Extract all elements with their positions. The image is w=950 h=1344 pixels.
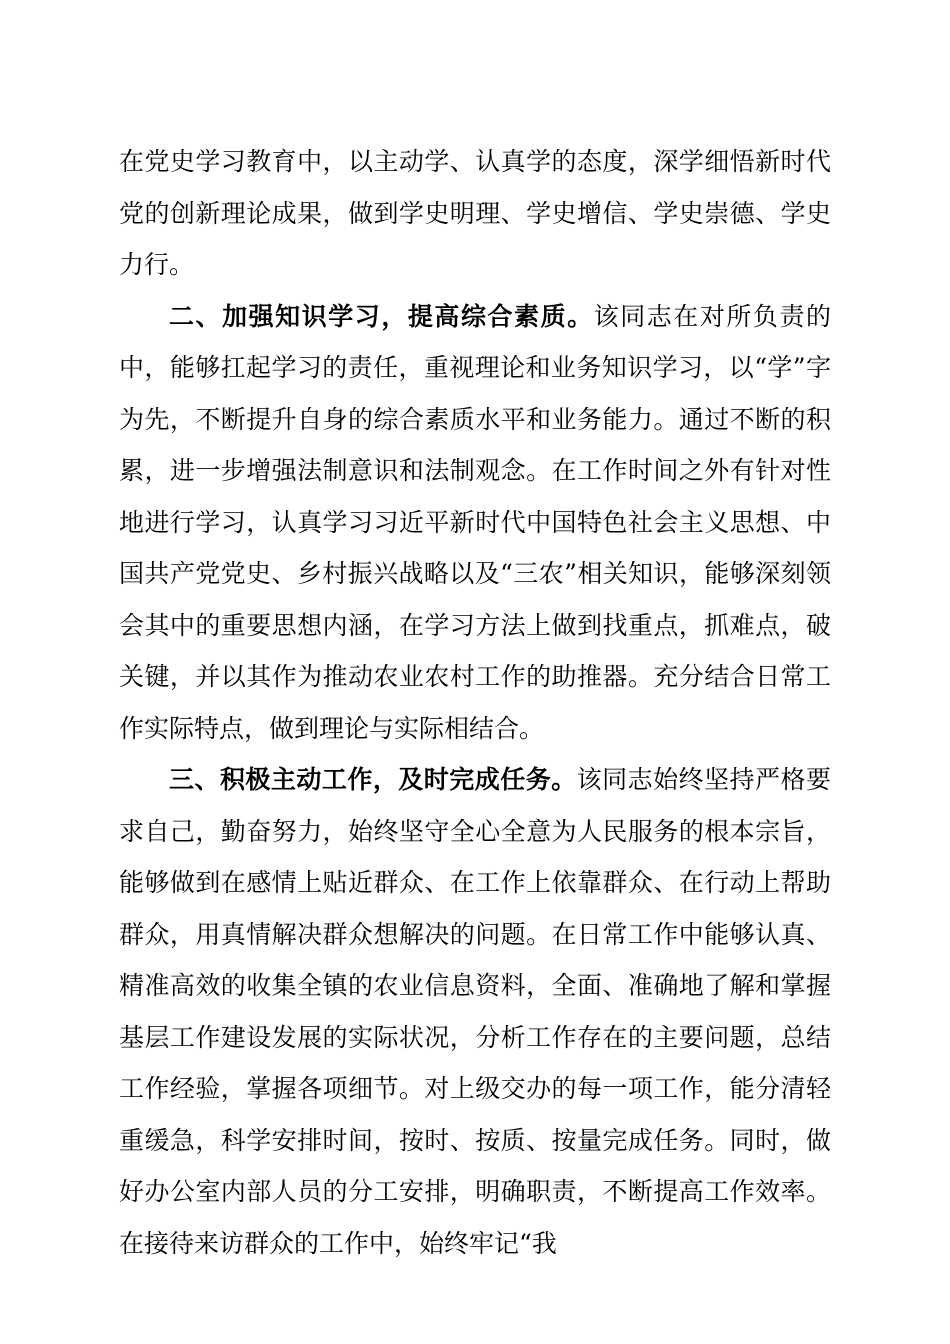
paragraph-section-three: [119, 754, 831, 1269]
paragraph-section-two: [119, 291, 831, 755]
paragraph-body: 该同志在对所负责的中，能够扛起学习的责任，重视理论和业务知识学习，以“学”字为先，不断提升自身的综合素质水平和业务能力。通过不断的积累，进一步增强法制意识和法制观念。在工作时间之外有针对性地进行学习，认真学习习近平新时代中国特色社会主义思想、中国共产党党史、乡村振兴战略以及“三农”相关知识，能够深刻领会其中的重要思想内涵，在学习方法上做到找重点，抓难点，破关键，并以其作为推动农业农村工作的助推器。充分结合日常工作实际特点，做到理论与实际相结合。: [119, 301, 831, 743]
paragraph-body: 该同志始终坚持严格要求自己，勤奋努力，始终坚守全心全意为人民服务的根本宗旨，能够做到在感情上贴近群众、在工作上依靠群众、在行动上帮助群众，用真情解决群众想解决的问题。在日常工作中能够认真、精准高效的收集全镇的农业信息资料，全面、准确地了解和掌握基层工作建设发展的实际状况，分析工作存在的主要问题，总结工作经验，掌握各项细节。对上级交办的每一项工作，能分清轻重缓急，科学安排时间，按时、按质、按量完成任务。同时，做好办公室内部人员的分工安排，明确职责，不断提高工作效率。在接待来访群众的工作中，始终牢记“我: [119, 765, 831, 1258]
paragraph-body: 在党史学习教育中，以主动学、认真学的态度，深学细悟新时代党的创新理论成果，做到学史明理、学史增信、学史崇德、学史力行。: [119, 147, 831, 279]
document-page: [119, 136, 831, 1269]
paragraph-continuation: [119, 136, 831, 291]
section-heading: 三、积极主动工作，及时完成任务。: [169, 765, 577, 794]
section-heading: 二、加强知识学习，提高综合素质。: [169, 301, 594, 331]
